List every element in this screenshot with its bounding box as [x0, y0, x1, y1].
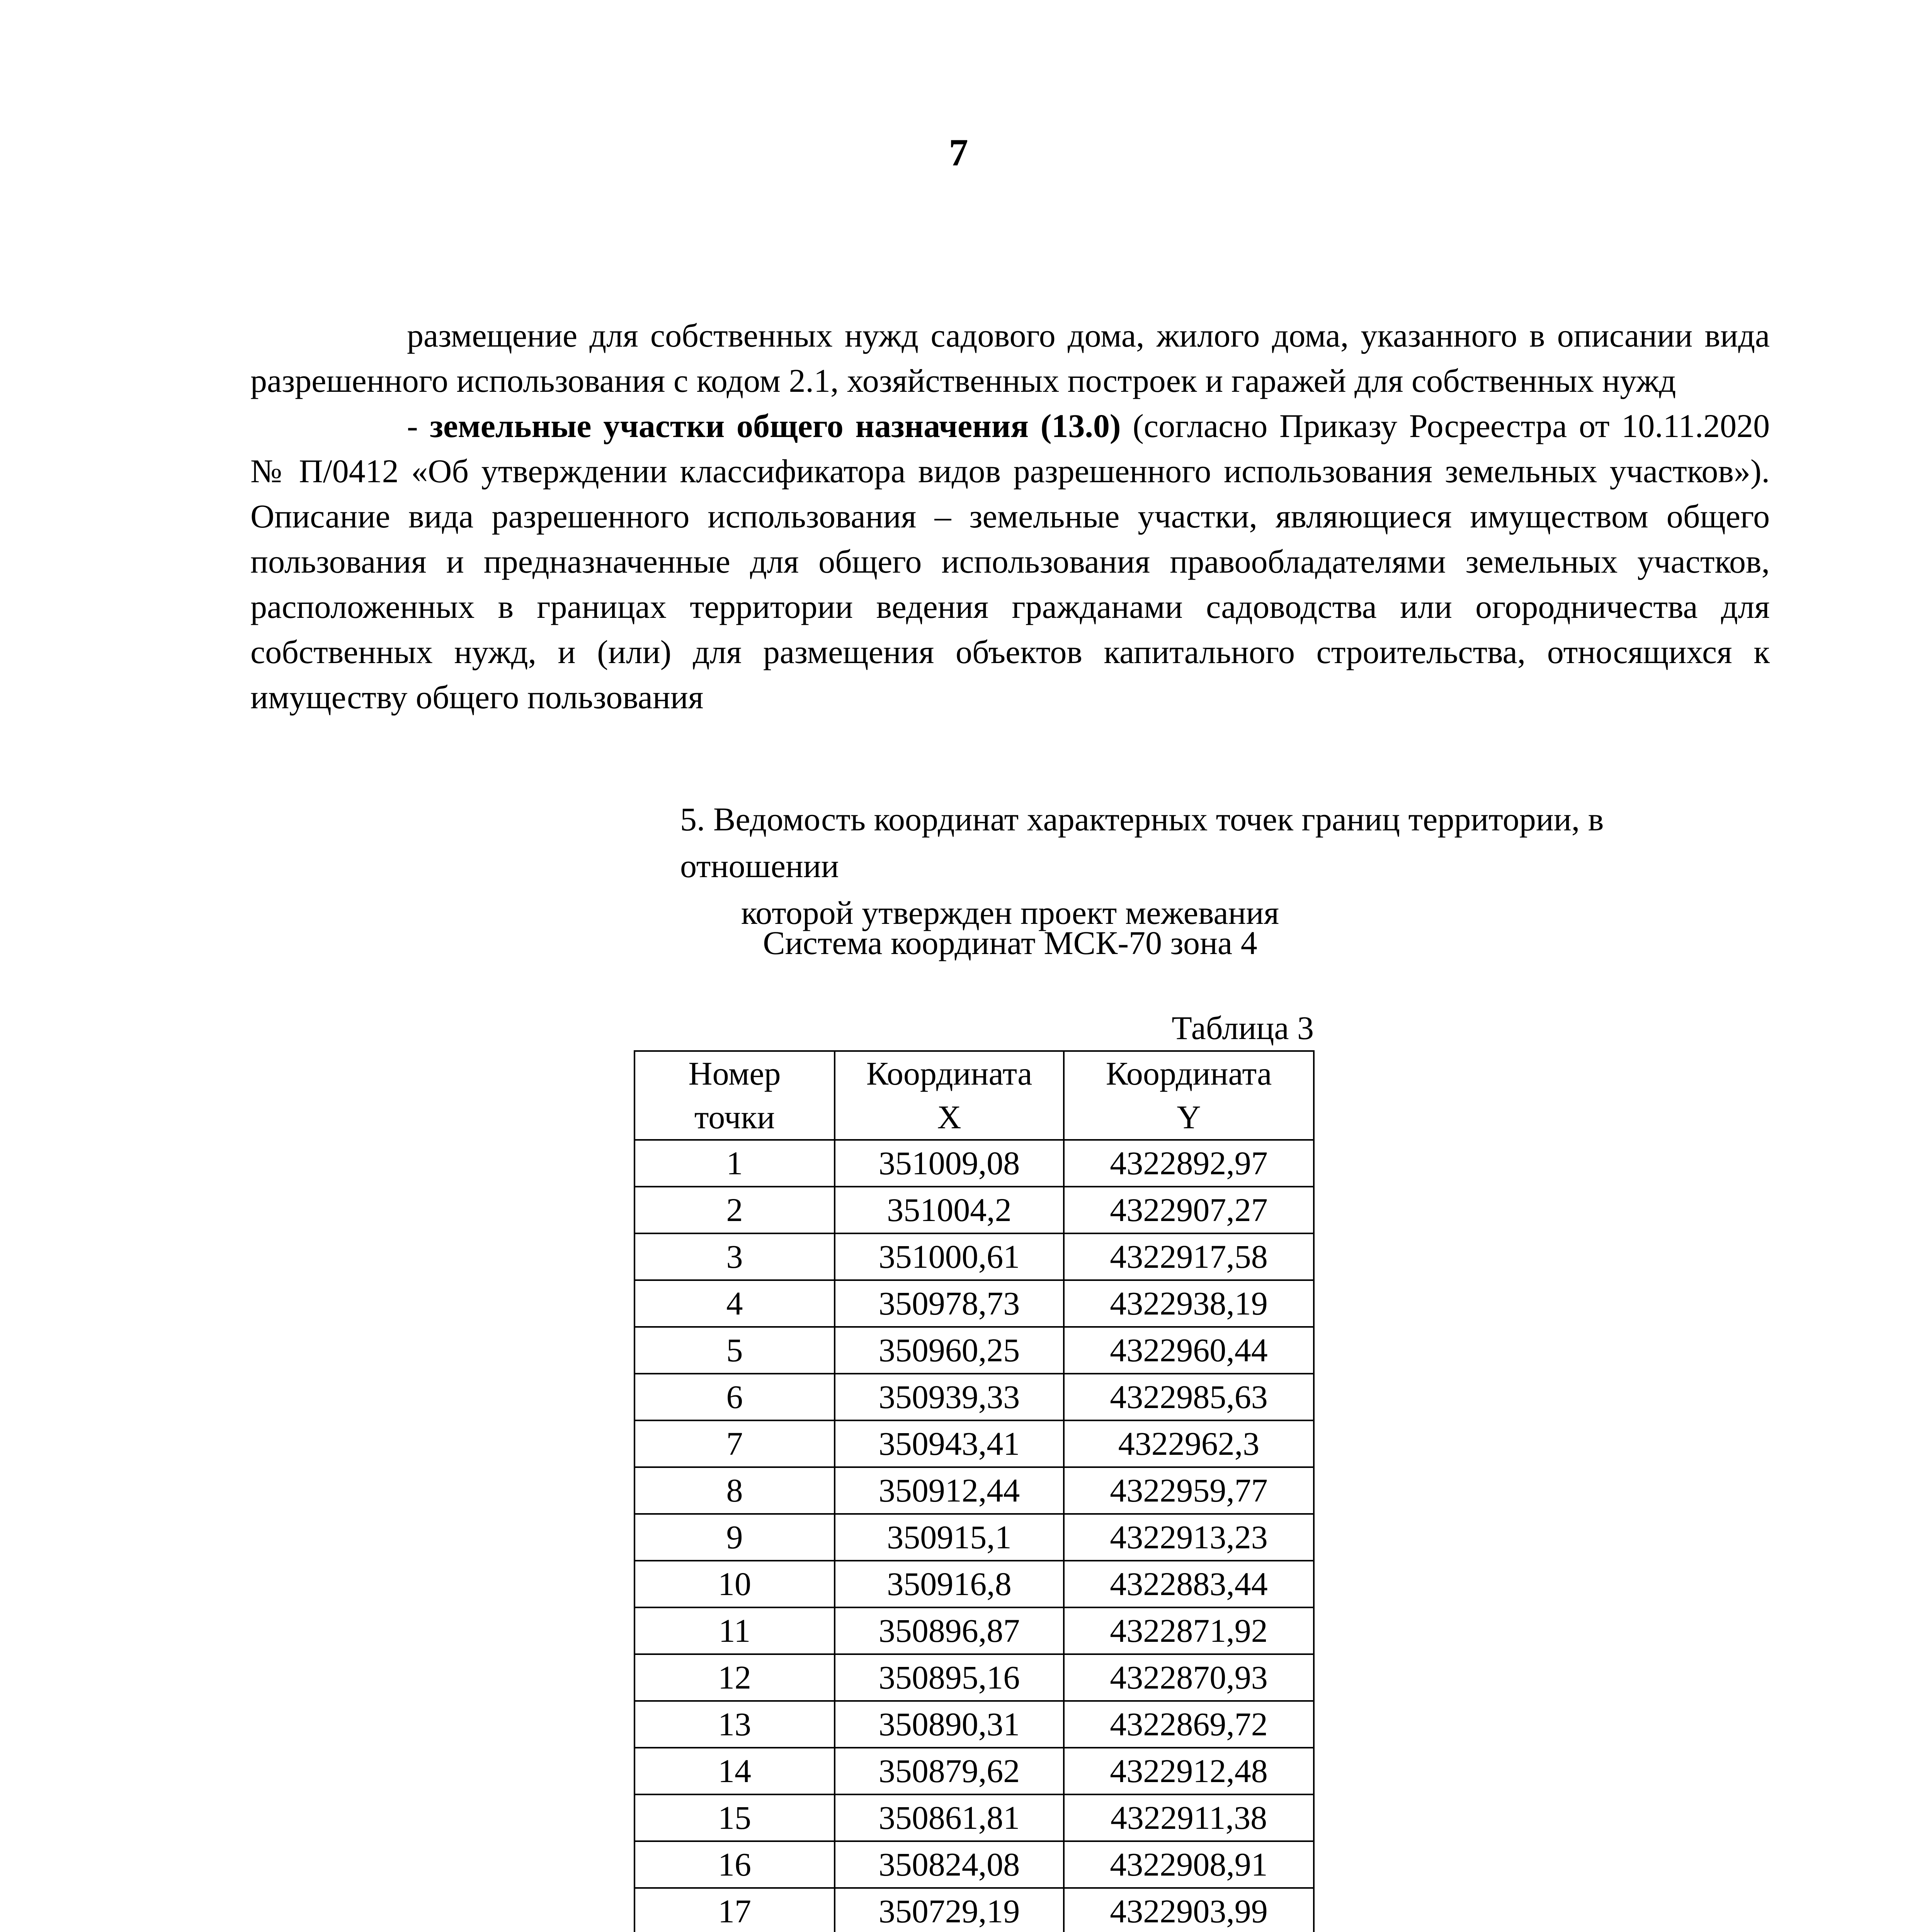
header-point-number: Номер точки	[634, 1051, 835, 1140]
cell-coordinate-y: 4322907,27	[1064, 1187, 1314, 1233]
table-row	[634, 1561, 1314, 1607]
cell-coordinate-x: 350978,73	[835, 1280, 1064, 1327]
table-row	[634, 1467, 1314, 1514]
paragraph-common-land	[250, 403, 1770, 720]
cell-point-number: 8	[634, 1467, 835, 1514]
table-row	[634, 1233, 1314, 1280]
cell-point-number: 5	[634, 1327, 835, 1374]
coordinate-system-label: Система координат МСК-70 зона 4	[763, 924, 1257, 961]
cell-coordinate-y: 4322913,23	[1064, 1514, 1314, 1561]
cell-point-number: 4	[634, 1280, 835, 1327]
cell-coordinate-y: 4322985,63	[1064, 1374, 1314, 1420]
cell-coordinate-x: 350824,08	[835, 1841, 1064, 1888]
table-label: Таблица 3	[1172, 1009, 1314, 1046]
cell-point-number: 3	[634, 1233, 835, 1280]
table-row	[634, 1327, 1314, 1374]
cell-coordinate-y: 4322883,44	[1064, 1561, 1314, 1607]
paragraph-bold-term: земельные участки общего назначения (13.0)	[430, 407, 1121, 444]
table-row	[634, 1280, 1314, 1327]
paragraph-prefix: -	[407, 407, 430, 444]
cell-coordinate-y: 4322911,38	[1064, 1794, 1314, 1841]
cell-coordinate-x: 350943,41	[835, 1420, 1064, 1467]
cell-point-number: 12	[634, 1654, 835, 1701]
cell-coordinate-y: 4322892,97	[1064, 1140, 1314, 1187]
cell-coordinate-x: 350896,87	[835, 1607, 1064, 1654]
cell-coordinate-y: 4322917,58	[1064, 1233, 1314, 1280]
cell-coordinate-x: 351000,61	[835, 1233, 1064, 1280]
cell-coordinate-y: 4322962,3	[1064, 1420, 1314, 1467]
cell-point-number: 7	[634, 1420, 835, 1467]
cell-point-number: 1	[634, 1140, 835, 1187]
cell-coordinate-x: 351004,2	[835, 1187, 1064, 1233]
cell-point-number: 2	[634, 1187, 835, 1233]
cell-coordinate-x: 350729,19	[835, 1888, 1064, 1932]
table-header-row	[634, 1051, 1314, 1140]
table-row	[634, 1841, 1314, 1888]
table-row	[634, 1654, 1314, 1701]
table-row	[634, 1514, 1314, 1561]
coordinates-table	[634, 1050, 1315, 1932]
cell-coordinate-x: 350895,16	[835, 1654, 1064, 1701]
cell-coordinate-x: 350890,31	[835, 1701, 1064, 1748]
cell-point-number: 14	[634, 1748, 835, 1794]
cell-point-number: 11	[634, 1607, 835, 1654]
cell-point-number: 9	[634, 1514, 835, 1561]
cell-coordinate-y: 4322960,44	[1064, 1327, 1314, 1374]
cell-coordinate-y: 4322903,99	[1064, 1888, 1314, 1932]
cell-coordinate-y: 4322908,91	[1064, 1841, 1314, 1888]
cell-coordinate-x: 350861,81	[835, 1794, 1064, 1841]
table-row	[634, 1420, 1314, 1467]
cell-coordinate-x: 351009,08	[835, 1140, 1064, 1187]
cell-coordinate-y: 4322870,93	[1064, 1654, 1314, 1701]
header-coordinate-y: Координата Y	[1064, 1051, 1314, 1140]
cell-point-number: 13	[634, 1701, 835, 1748]
table-row	[634, 1374, 1314, 1420]
cell-point-number: 6	[634, 1374, 835, 1420]
table-row	[634, 1187, 1314, 1233]
cell-coordinate-y: 4322869,72	[1064, 1701, 1314, 1748]
paragraph-garden-house: размещение для собственных нужд садового дома, жилого дома, указанного в описании вида разрешенного использования с кодом 2.1, хозяйственных построек и гаражей для собственных нужд	[250, 317, 1770, 399]
header-coordinate-x: Координата X	[835, 1051, 1064, 1140]
section-heading-line-1: 5. Ведомость координат характерных точек границ территории, в отношении	[680, 801, 1604, 884]
body-text	[250, 313, 1770, 720]
cell-coordinate-x: 350960,25	[835, 1327, 1064, 1374]
cell-coordinate-x: 350916,8	[835, 1561, 1064, 1607]
table-row	[634, 1888, 1314, 1932]
table-row	[634, 1701, 1314, 1748]
cell-coordinate-x: 350915,1	[835, 1514, 1064, 1561]
table-row	[634, 1748, 1314, 1794]
section-heading-line-2: которой утвержден проект межевания	[741, 894, 1279, 931]
section-heading	[250, 796, 1770, 936]
table-row	[634, 1794, 1314, 1841]
cell-coordinate-x: 350879,62	[835, 1748, 1064, 1794]
page-number: 7	[949, 131, 968, 174]
paragraph-description: (согласно Приказу Росреестра от 10.11.2020 № П/0412 «Об утверждении классификатора видов разрешенного использования земельных участков»). Описание вида разрешенного использования – земельные участки, являющиеся имуществом общего пользования и предназначенные для общего использования правообладателями земельных участков, расположенных в границах территории ведения гражданами садоводства или огородничества для собственных нужд, и (или) для размещения объектов капитального строительства, относящихся к имуществу общего пользования	[250, 407, 1770, 716]
cell-coordinate-y: 4322959,77	[1064, 1467, 1314, 1514]
table-row	[634, 1607, 1314, 1654]
cell-point-number: 17	[634, 1888, 835, 1932]
cell-coordinate-y: 4322912,48	[1064, 1748, 1314, 1794]
cell-coordinate-x: 350912,44	[835, 1467, 1064, 1514]
cell-coordinate-x: 350939,33	[835, 1374, 1064, 1420]
table-row	[634, 1140, 1314, 1187]
cell-point-number: 10	[634, 1561, 835, 1607]
cell-point-number: 15	[634, 1794, 835, 1841]
cell-coordinate-y: 4322871,92	[1064, 1607, 1314, 1654]
cell-coordinate-y: 4322938,19	[1064, 1280, 1314, 1327]
cell-point-number: 16	[634, 1841, 835, 1888]
